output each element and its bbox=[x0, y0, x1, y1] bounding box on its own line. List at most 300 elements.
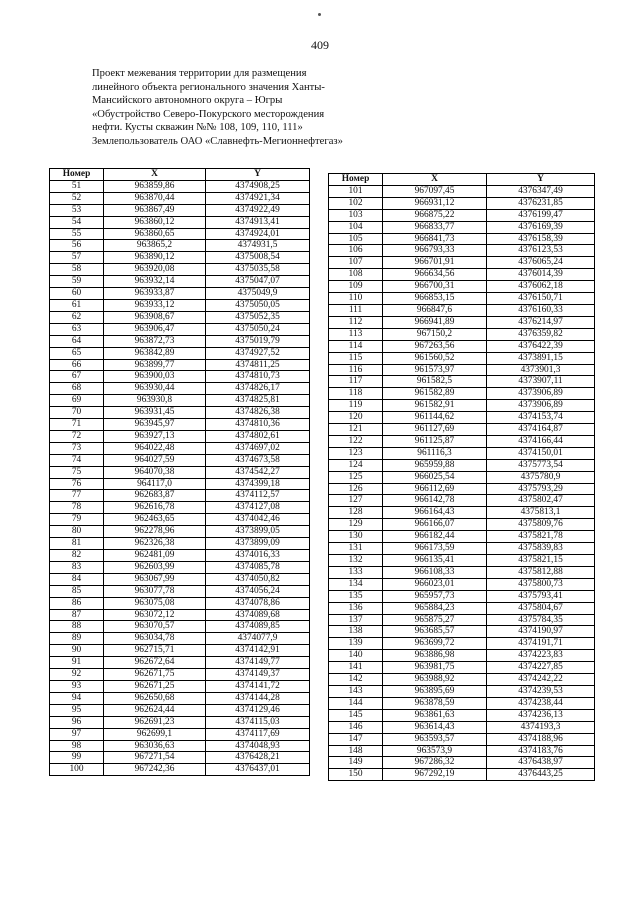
y-coordinate-cell: 4374825,81 bbox=[206, 395, 310, 407]
x-coordinate-cell: 963867,49 bbox=[104, 204, 206, 216]
point-number-cell: 104 bbox=[329, 221, 383, 233]
point-number-cell: 128 bbox=[329, 507, 383, 519]
table-row bbox=[329, 209, 595, 221]
y-coordinate-cell: 4374927,52 bbox=[206, 347, 310, 359]
y-coordinate-cell: 4376422,39 bbox=[487, 340, 595, 352]
x-coordinate-cell: 966833,77 bbox=[383, 221, 487, 233]
point-number-cell: 69 bbox=[50, 395, 104, 407]
point-number-cell: 150 bbox=[329, 769, 383, 781]
table-row bbox=[50, 585, 310, 597]
x-coordinate-cell: 962616,78 bbox=[104, 502, 206, 514]
table-row bbox=[50, 645, 310, 657]
point-number-cell: 54 bbox=[50, 216, 104, 228]
y-coordinate-cell: 4376359,82 bbox=[487, 328, 595, 340]
x-coordinate-cell: 963075,08 bbox=[104, 597, 206, 609]
y-coordinate-cell: 4374050,82 bbox=[206, 573, 310, 585]
table-row bbox=[329, 293, 595, 305]
table-row bbox=[50, 419, 310, 431]
y-coordinate-cell: 4374191,71 bbox=[487, 638, 595, 650]
y-coordinate-cell: 4373901,3 bbox=[487, 364, 595, 376]
y-coordinate-cell: 4374117,69 bbox=[206, 728, 310, 740]
point-number-cell: 61 bbox=[50, 299, 104, 311]
table-row bbox=[50, 430, 310, 442]
table-row bbox=[50, 692, 310, 704]
table-row bbox=[50, 478, 310, 490]
x-coordinate-cell: 963906,47 bbox=[104, 323, 206, 335]
point-number-cell: 82 bbox=[50, 550, 104, 562]
y-coordinate-cell: 4375050,05 bbox=[206, 299, 310, 311]
point-number-cell: 64 bbox=[50, 335, 104, 347]
x-coordinate-cell: 966941,89 bbox=[383, 316, 487, 328]
x-coordinate-cell: 963895,69 bbox=[383, 685, 487, 697]
x-coordinate-cell: 963865,2 bbox=[104, 240, 206, 252]
y-coordinate-cell: 4374078,86 bbox=[206, 597, 310, 609]
x-coordinate-cell: 962672,64 bbox=[104, 657, 206, 669]
table-row bbox=[50, 764, 310, 776]
y-coordinate-cell: 4373899,05 bbox=[206, 526, 310, 538]
x-coordinate-cell: 963872,73 bbox=[104, 335, 206, 347]
y-coordinate-cell: 4376169,39 bbox=[487, 221, 595, 233]
x-coordinate-cell: 966135,41 bbox=[383, 555, 487, 567]
table-row bbox=[50, 407, 310, 419]
table-row bbox=[50, 395, 310, 407]
column-header-number: Номер bbox=[50, 169, 104, 181]
y-coordinate-cell: 4374188,96 bbox=[487, 733, 595, 745]
table-row bbox=[329, 626, 595, 638]
table-row bbox=[50, 288, 310, 300]
table-row bbox=[50, 514, 310, 526]
x-coordinate-cell: 961116,3 bbox=[383, 447, 487, 459]
x-coordinate-cell: 963842,89 bbox=[104, 347, 206, 359]
table-row bbox=[50, 454, 310, 466]
y-coordinate-cell: 4374149,37 bbox=[206, 669, 310, 681]
x-coordinate-cell: 963981,75 bbox=[383, 662, 487, 674]
header-line: «Обустройство Северо-Покурского месторождения bbox=[92, 108, 325, 120]
table-row bbox=[50, 490, 310, 502]
x-coordinate-cell: 961144,62 bbox=[383, 412, 487, 424]
y-coordinate-cell: 4374924,01 bbox=[206, 228, 310, 240]
table-row bbox=[50, 526, 310, 538]
x-coordinate-cell: 966166,07 bbox=[383, 519, 487, 531]
point-number-cell: 133 bbox=[329, 566, 383, 578]
x-coordinate-cell: 961127,69 bbox=[383, 424, 487, 436]
point-number-cell: 81 bbox=[50, 538, 104, 550]
point-number-cell: 57 bbox=[50, 252, 104, 264]
x-coordinate-cell: 964070,38 bbox=[104, 466, 206, 478]
point-number-cell: 142 bbox=[329, 674, 383, 686]
y-coordinate-cell: 4374153,74 bbox=[487, 412, 595, 424]
x-coordinate-cell: 962699,1 bbox=[104, 728, 206, 740]
y-coordinate-cell: 4374042,46 bbox=[206, 514, 310, 526]
point-number-cell: 75 bbox=[50, 466, 104, 478]
x-coordinate-cell: 963930,8 bbox=[104, 395, 206, 407]
table-row bbox=[50, 573, 310, 585]
point-number-cell: 93 bbox=[50, 680, 104, 692]
table-row bbox=[50, 216, 310, 228]
table-row bbox=[329, 507, 595, 519]
y-coordinate-cell: 4374673,58 bbox=[206, 454, 310, 466]
y-coordinate-cell: 4374542,27 bbox=[206, 466, 310, 478]
header-line: линейного объекта регионального значения Ханты- bbox=[92, 81, 325, 93]
table-row bbox=[50, 561, 310, 573]
y-coordinate-cell: 4375019,79 bbox=[206, 335, 310, 347]
y-coordinate-cell: 4373906,89 bbox=[487, 400, 595, 412]
point-number-cell: 109 bbox=[329, 281, 383, 293]
table-row bbox=[329, 471, 595, 483]
y-coordinate-cell: 4375812,88 bbox=[487, 566, 595, 578]
point-number-cell: 70 bbox=[50, 407, 104, 419]
table-row bbox=[50, 335, 310, 347]
x-coordinate-cell: 962326,38 bbox=[104, 538, 206, 550]
table-row bbox=[329, 424, 595, 436]
y-coordinate-cell: 4375821,78 bbox=[487, 531, 595, 543]
x-coordinate-cell: 961125,87 bbox=[383, 435, 487, 447]
x-coordinate-cell: 963933,87 bbox=[104, 288, 206, 300]
table-row bbox=[50, 752, 310, 764]
point-number-cell: 148 bbox=[329, 745, 383, 757]
y-coordinate-cell: 4374048,93 bbox=[206, 740, 310, 752]
y-coordinate-cell: 4375821,15 bbox=[487, 555, 595, 567]
table-row bbox=[329, 412, 595, 424]
table-row bbox=[329, 578, 595, 590]
x-coordinate-cell: 964022,48 bbox=[104, 442, 206, 454]
table-row bbox=[50, 669, 310, 681]
column-header-x: X bbox=[104, 169, 206, 181]
point-number-cell: 145 bbox=[329, 709, 383, 721]
x-coordinate-cell: 961573,97 bbox=[383, 364, 487, 376]
column-header-number: Номер bbox=[329, 174, 383, 186]
x-coordinate-cell: 966841,73 bbox=[383, 233, 487, 245]
y-coordinate-cell: 4375804,67 bbox=[487, 602, 595, 614]
y-coordinate-cell: 4376065,24 bbox=[487, 257, 595, 269]
y-coordinate-cell: 4374129,46 bbox=[206, 704, 310, 716]
point-number-cell: 124 bbox=[329, 459, 383, 471]
x-coordinate-cell: 963573,9 bbox=[383, 745, 487, 757]
point-number-cell: 84 bbox=[50, 573, 104, 585]
y-coordinate-cell: 4375784,35 bbox=[487, 614, 595, 626]
point-number-cell: 138 bbox=[329, 626, 383, 638]
table-row bbox=[50, 716, 310, 728]
x-coordinate-cell: 963908,67 bbox=[104, 311, 206, 323]
table-row bbox=[329, 459, 595, 471]
point-number-cell: 112 bbox=[329, 316, 383, 328]
table-row bbox=[50, 657, 310, 669]
x-coordinate-cell: 966853,15 bbox=[383, 293, 487, 305]
table-row bbox=[329, 435, 595, 447]
x-coordinate-cell: 963685,57 bbox=[383, 626, 487, 638]
point-number-cell: 73 bbox=[50, 442, 104, 454]
y-coordinate-cell: 4374115,03 bbox=[206, 716, 310, 728]
point-number-cell: 147 bbox=[329, 733, 383, 745]
y-coordinate-cell: 4374913,41 bbox=[206, 216, 310, 228]
header-line: Землепользователь ОАО «Славнефть-Мегионнефтегаз» bbox=[92, 135, 343, 147]
y-coordinate-cell: 4374238,44 bbox=[487, 697, 595, 709]
column-header-y: Y bbox=[487, 174, 595, 186]
x-coordinate-cell: 966182,44 bbox=[383, 531, 487, 543]
x-coordinate-cell: 966875,22 bbox=[383, 209, 487, 221]
y-coordinate-cell: 4376014,39 bbox=[487, 269, 595, 281]
x-coordinate-cell: 962683,87 bbox=[104, 490, 206, 502]
y-coordinate-cell: 4375800,73 bbox=[487, 578, 595, 590]
table-row bbox=[50, 383, 310, 395]
table-row bbox=[50, 347, 310, 359]
table-row bbox=[329, 233, 595, 245]
x-coordinate-cell: 962624,44 bbox=[104, 704, 206, 716]
y-coordinate-cell: 4374931,5 bbox=[206, 240, 310, 252]
y-coordinate-cell: 4374921,34 bbox=[206, 192, 310, 204]
x-coordinate-cell: 967097,45 bbox=[383, 185, 487, 197]
point-number-cell: 140 bbox=[329, 650, 383, 662]
table-row bbox=[329, 304, 595, 316]
point-number-cell: 131 bbox=[329, 543, 383, 555]
x-coordinate-cell: 963077,78 bbox=[104, 585, 206, 597]
table-row bbox=[50, 299, 310, 311]
table-row bbox=[329, 447, 595, 459]
table-row bbox=[329, 376, 595, 388]
table-row bbox=[50, 276, 310, 288]
x-coordinate-cell: 963067,99 bbox=[104, 573, 206, 585]
x-coordinate-cell: 963860,65 bbox=[104, 228, 206, 240]
table-row bbox=[329, 662, 595, 674]
table-row bbox=[50, 323, 310, 335]
x-coordinate-cell: 961582,89 bbox=[383, 388, 487, 400]
point-number-cell: 97 bbox=[50, 728, 104, 740]
point-number-cell: 116 bbox=[329, 364, 383, 376]
point-number-cell: 66 bbox=[50, 359, 104, 371]
table-row bbox=[329, 721, 595, 733]
table-row bbox=[329, 400, 595, 412]
x-coordinate-cell: 963933,12 bbox=[104, 299, 206, 311]
x-coordinate-cell: 967271,54 bbox=[104, 752, 206, 764]
table-row bbox=[329, 543, 595, 555]
x-coordinate-cell: 966847,6 bbox=[383, 304, 487, 316]
y-coordinate-cell: 4376150,71 bbox=[487, 293, 595, 305]
y-coordinate-cell: 4374802,61 bbox=[206, 430, 310, 442]
x-coordinate-cell: 963699,72 bbox=[383, 638, 487, 650]
table-row bbox=[50, 192, 310, 204]
point-number-cell: 95 bbox=[50, 704, 104, 716]
y-coordinate-cell: 4374141,72 bbox=[206, 680, 310, 692]
table-row bbox=[329, 614, 595, 626]
point-number-cell: 127 bbox=[329, 495, 383, 507]
table-row bbox=[50, 704, 310, 716]
document-header bbox=[92, 67, 392, 149]
point-number-cell: 99 bbox=[50, 752, 104, 764]
point-number-cell: 51 bbox=[50, 180, 104, 192]
table-row bbox=[50, 264, 310, 276]
table-row bbox=[50, 359, 310, 371]
x-coordinate-cell: 963036,63 bbox=[104, 740, 206, 752]
header-line: нефти. Кусты скважин №№ 108, 109, 110, 111» bbox=[92, 122, 303, 134]
y-coordinate-cell: 4376199,47 bbox=[487, 209, 595, 221]
table-row bbox=[329, 495, 595, 507]
table-row bbox=[329, 555, 595, 567]
table-row bbox=[329, 388, 595, 400]
point-number-cell: 107 bbox=[329, 257, 383, 269]
y-coordinate-cell: 4373891,15 bbox=[487, 352, 595, 364]
point-number-cell: 132 bbox=[329, 555, 383, 567]
point-number-cell: 117 bbox=[329, 376, 383, 388]
table-row bbox=[329, 650, 595, 662]
y-coordinate-cell: 4374183,76 bbox=[487, 745, 595, 757]
y-coordinate-cell: 4375008,54 bbox=[206, 252, 310, 264]
y-coordinate-cell: 4374142,91 bbox=[206, 645, 310, 657]
y-coordinate-cell: 4376158,39 bbox=[487, 233, 595, 245]
x-coordinate-cell: 963988,92 bbox=[383, 674, 487, 686]
table-row bbox=[329, 590, 595, 602]
x-coordinate-cell: 966142,78 bbox=[383, 495, 487, 507]
table-row bbox=[50, 371, 310, 383]
table-row bbox=[50, 550, 310, 562]
y-coordinate-cell: 4374811,25 bbox=[206, 359, 310, 371]
y-coordinate-cell: 4375802,47 bbox=[487, 495, 595, 507]
point-number-cell: 129 bbox=[329, 519, 383, 531]
y-coordinate-cell: 4375773,54 bbox=[487, 459, 595, 471]
point-number-cell: 91 bbox=[50, 657, 104, 669]
table-row bbox=[50, 466, 310, 478]
y-coordinate-cell: 4375049,9 bbox=[206, 288, 310, 300]
point-number-cell: 63 bbox=[50, 323, 104, 335]
x-coordinate-cell: 963945,97 bbox=[104, 419, 206, 431]
table-row bbox=[50, 180, 310, 192]
table-row bbox=[50, 680, 310, 692]
y-coordinate-cell: 4373907,11 bbox=[487, 376, 595, 388]
table-row bbox=[50, 502, 310, 514]
table-row bbox=[329, 352, 595, 364]
point-number-cell: 89 bbox=[50, 633, 104, 645]
y-coordinate-cell: 4374239,53 bbox=[487, 685, 595, 697]
x-coordinate-cell: 962463,65 bbox=[104, 514, 206, 526]
point-number-cell: 72 bbox=[50, 430, 104, 442]
x-coordinate-cell: 967286,32 bbox=[383, 757, 487, 769]
point-number-cell: 100 bbox=[50, 764, 104, 776]
point-number-cell: 60 bbox=[50, 288, 104, 300]
point-number-cell: 143 bbox=[329, 685, 383, 697]
y-coordinate-cell: 4374826,17 bbox=[206, 383, 310, 395]
point-number-cell: 77 bbox=[50, 490, 104, 502]
x-coordinate-cell: 966108,33 bbox=[383, 566, 487, 578]
y-coordinate-cell: 4374908,25 bbox=[206, 180, 310, 192]
point-number-cell: 125 bbox=[329, 471, 383, 483]
point-number-cell: 56 bbox=[50, 240, 104, 252]
table-row bbox=[329, 281, 595, 293]
x-coordinate-cell: 966173,59 bbox=[383, 543, 487, 555]
y-coordinate-cell: 4374016,33 bbox=[206, 550, 310, 562]
table-row bbox=[329, 531, 595, 543]
x-coordinate-cell: 961582,5 bbox=[383, 376, 487, 388]
table-row bbox=[329, 364, 595, 376]
point-number-cell: 86 bbox=[50, 597, 104, 609]
table-row bbox=[329, 519, 595, 531]
point-number-cell: 110 bbox=[329, 293, 383, 305]
table-header-row bbox=[50, 169, 310, 181]
table-row bbox=[329, 733, 595, 745]
table-row bbox=[329, 709, 595, 721]
y-coordinate-cell: 4374144,28 bbox=[206, 692, 310, 704]
y-coordinate-cell: 4375035,58 bbox=[206, 264, 310, 276]
point-number-cell: 53 bbox=[50, 204, 104, 216]
table-row bbox=[329, 257, 595, 269]
x-coordinate-cell: 963899,77 bbox=[104, 359, 206, 371]
table-row bbox=[50, 442, 310, 454]
y-coordinate-cell: 4374697,02 bbox=[206, 442, 310, 454]
point-number-cell: 96 bbox=[50, 716, 104, 728]
point-number-cell: 120 bbox=[329, 412, 383, 424]
y-coordinate-cell: 4373899,09 bbox=[206, 538, 310, 550]
table-row bbox=[329, 245, 595, 257]
table-row bbox=[329, 602, 595, 614]
point-number-cell: 103 bbox=[329, 209, 383, 221]
table-row bbox=[50, 311, 310, 323]
point-number-cell: 90 bbox=[50, 645, 104, 657]
point-number-cell: 121 bbox=[329, 424, 383, 436]
point-number-cell: 88 bbox=[50, 621, 104, 633]
x-coordinate-cell: 966025,54 bbox=[383, 471, 487, 483]
point-number-cell: 58 bbox=[50, 264, 104, 276]
x-coordinate-cell: 963930,44 bbox=[104, 383, 206, 395]
point-number-cell: 80 bbox=[50, 526, 104, 538]
x-coordinate-cell: 964117,0 bbox=[104, 478, 206, 490]
x-coordinate-cell: 962650,68 bbox=[104, 692, 206, 704]
point-number-cell: 149 bbox=[329, 757, 383, 769]
x-coordinate-cell: 962715,71 bbox=[104, 645, 206, 657]
x-coordinate-cell: 962691,23 bbox=[104, 716, 206, 728]
x-coordinate-cell: 963900,03 bbox=[104, 371, 206, 383]
y-coordinate-cell: 4374166,44 bbox=[487, 435, 595, 447]
x-coordinate-cell: 966931,12 bbox=[383, 197, 487, 209]
point-number-cell: 74 bbox=[50, 454, 104, 466]
table-row bbox=[329, 221, 595, 233]
x-coordinate-cell: 966701,91 bbox=[383, 257, 487, 269]
point-number-cell: 102 bbox=[329, 197, 383, 209]
x-coordinate-cell: 961560,52 bbox=[383, 352, 487, 364]
point-number-cell: 68 bbox=[50, 383, 104, 395]
y-coordinate-cell: 4374164,87 bbox=[487, 424, 595, 436]
y-coordinate-cell: 4374242,22 bbox=[487, 674, 595, 686]
x-coordinate-cell: 962671,25 bbox=[104, 680, 206, 692]
table-row bbox=[50, 597, 310, 609]
table-row bbox=[329, 328, 595, 340]
point-number-cell: 83 bbox=[50, 561, 104, 573]
y-coordinate-cell: 4376214,97 bbox=[487, 316, 595, 328]
x-coordinate-cell: 963870,44 bbox=[104, 192, 206, 204]
y-coordinate-cell: 4374127,08 bbox=[206, 502, 310, 514]
x-coordinate-cell: 962671,75 bbox=[104, 669, 206, 681]
y-coordinate-cell: 4375050,24 bbox=[206, 323, 310, 335]
table-row bbox=[329, 483, 595, 495]
point-number-cell: 126 bbox=[329, 483, 383, 495]
y-coordinate-cell: 4373906,89 bbox=[487, 388, 595, 400]
y-coordinate-cell: 4375793,41 bbox=[487, 590, 595, 602]
point-number-cell: 106 bbox=[329, 245, 383, 257]
scan-speck bbox=[318, 13, 321, 16]
point-number-cell: 144 bbox=[329, 697, 383, 709]
table-row bbox=[329, 745, 595, 757]
point-number-cell: 123 bbox=[329, 447, 383, 459]
x-coordinate-cell: 963070,57 bbox=[104, 621, 206, 633]
y-coordinate-cell: 4374089,68 bbox=[206, 609, 310, 621]
point-number-cell: 52 bbox=[50, 192, 104, 204]
column-header-y: Y bbox=[206, 169, 310, 181]
table-row bbox=[329, 674, 595, 686]
table-row bbox=[50, 240, 310, 252]
table-row bbox=[329, 685, 595, 697]
point-number-cell: 135 bbox=[329, 590, 383, 602]
table-row bbox=[329, 769, 595, 781]
table-row bbox=[50, 621, 310, 633]
table-row bbox=[50, 228, 310, 240]
point-number-cell: 79 bbox=[50, 514, 104, 526]
